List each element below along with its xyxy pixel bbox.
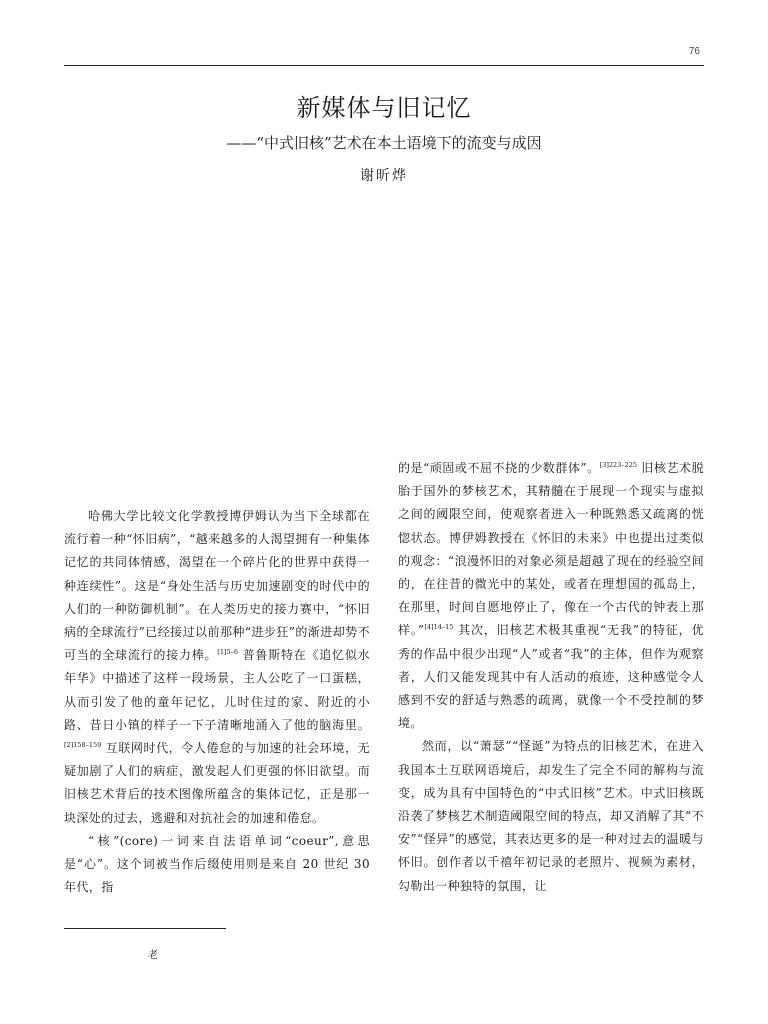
page-number: 76	[688, 46, 700, 57]
right-p1-text-2: 旧核艺术脱胎于国外的梦核艺术，其精髓在于展现一个现实与虚拟之间的阈限空间，使观察者进入一种既熟悉又疏离的恍惚状态。博伊姆教授在《怀旧的未来》中也提出过类似的观念：“浪漫怀旧的对象必须是超越了现在的经验空间的，在往昔的微光中的某处，或者在理想国的孤岛上，在那里，时间自愿地停止了，像在一个古代的钟表上那样。”	[398, 461, 704, 638]
header-rule	[64, 65, 704, 66]
article-author: 谢昕烨	[360, 168, 408, 184]
citation-1: [1]5–6	[217, 648, 239, 657]
citation-2: [2]158–159	[64, 741, 102, 750]
footnote-rule	[64, 928, 226, 929]
left-p1-text-3: 互联网时代，令人倦怠的与加速的社会环境，无疑加剧了人们的病症，激发起人们更强的怀旧欲望。而旧核艺术背后的技术图像所蕴含的集体记忆，正是那一块深处的过去，逃避和对抗社会的加速和倦怠。	[64, 741, 370, 825]
right-paragraph-2: 然而，以“萧瑟”“怪诞”为特点的旧核艺术，在进入我国本土互联网语境后，却发生了完全不同的解构与流变，成为具有中国特色的“中式旧核”艺术。中式旧核既沿袭了梦核艺术制造阈限空间的特点，却又消解了其“不安”“怪异”的感觉，其表达更多的是一种对过去的温暖与怀旧。创作者以千禧年初记录的老照片、视频为素材，勾勒出一种独特的氛围，让	[398, 739, 704, 893]
right-p1-text-3: 其次，旧核艺术极其重视“无我”的特征，优秀的作品中很少出现“人”或者“我”的主体，但作为观察者，人们又能发现其中有人活动的痕迹，这种感觉令人感到不安的舒适与熟悉的疏离，就像一个不受控制的梦境。	[398, 623, 704, 731]
article-title: 新媒体与旧记忆	[296, 94, 472, 122]
footnote-text: 老	[148, 950, 158, 961]
left-p1-text-1: 哈佛大学比较文化学教授博伊姆认为当下全球都在流行着一种“怀旧病”，“越来越多的人渴望拥有一种集体记忆的共同体情感，渴望在一个碎片化的世界中获得一种连续性”。这是“身处生活与历史加速剧变的时代中的人们的一种防御机制”。在人类历史的接力赛中，“怀旧病的全球流行”已经接过以前那种“进步狂”的渐进却势不可当的全球流行的接力棒。	[64, 509, 370, 663]
citation-3: [3]223–225	[599, 461, 637, 469]
article-subtitle: ——“中式旧核”艺术在本土语境下的流变与成因	[226, 134, 542, 152]
left-column	[64, 505, 370, 899]
right-p1-text-1: 的是“顽固或不屈不挠的少数群体”。	[398, 461, 600, 475]
right-paragraph-1	[398, 457, 704, 735]
left-p1-text-2: 普鲁斯特在《追忆似水年华》中描述了这样一段场景，主人公吃了一口蛋糕，从而引发了他的童年记忆，儿时住过的家、附近的小路、昔日小镇的样子一下子清晰地涌入了他的脑海里。	[64, 648, 370, 732]
left-paragraph-1	[64, 505, 370, 830]
right-column	[398, 457, 704, 898]
citation-4: [4]14–15	[424, 623, 454, 632]
left-paragraph-2: “核”(core)一词来自法语单词“coeur”,意思是“心”。这个词被当作后缀使用则是来自 20 世纪 30 年代，指	[64, 833, 370, 895]
